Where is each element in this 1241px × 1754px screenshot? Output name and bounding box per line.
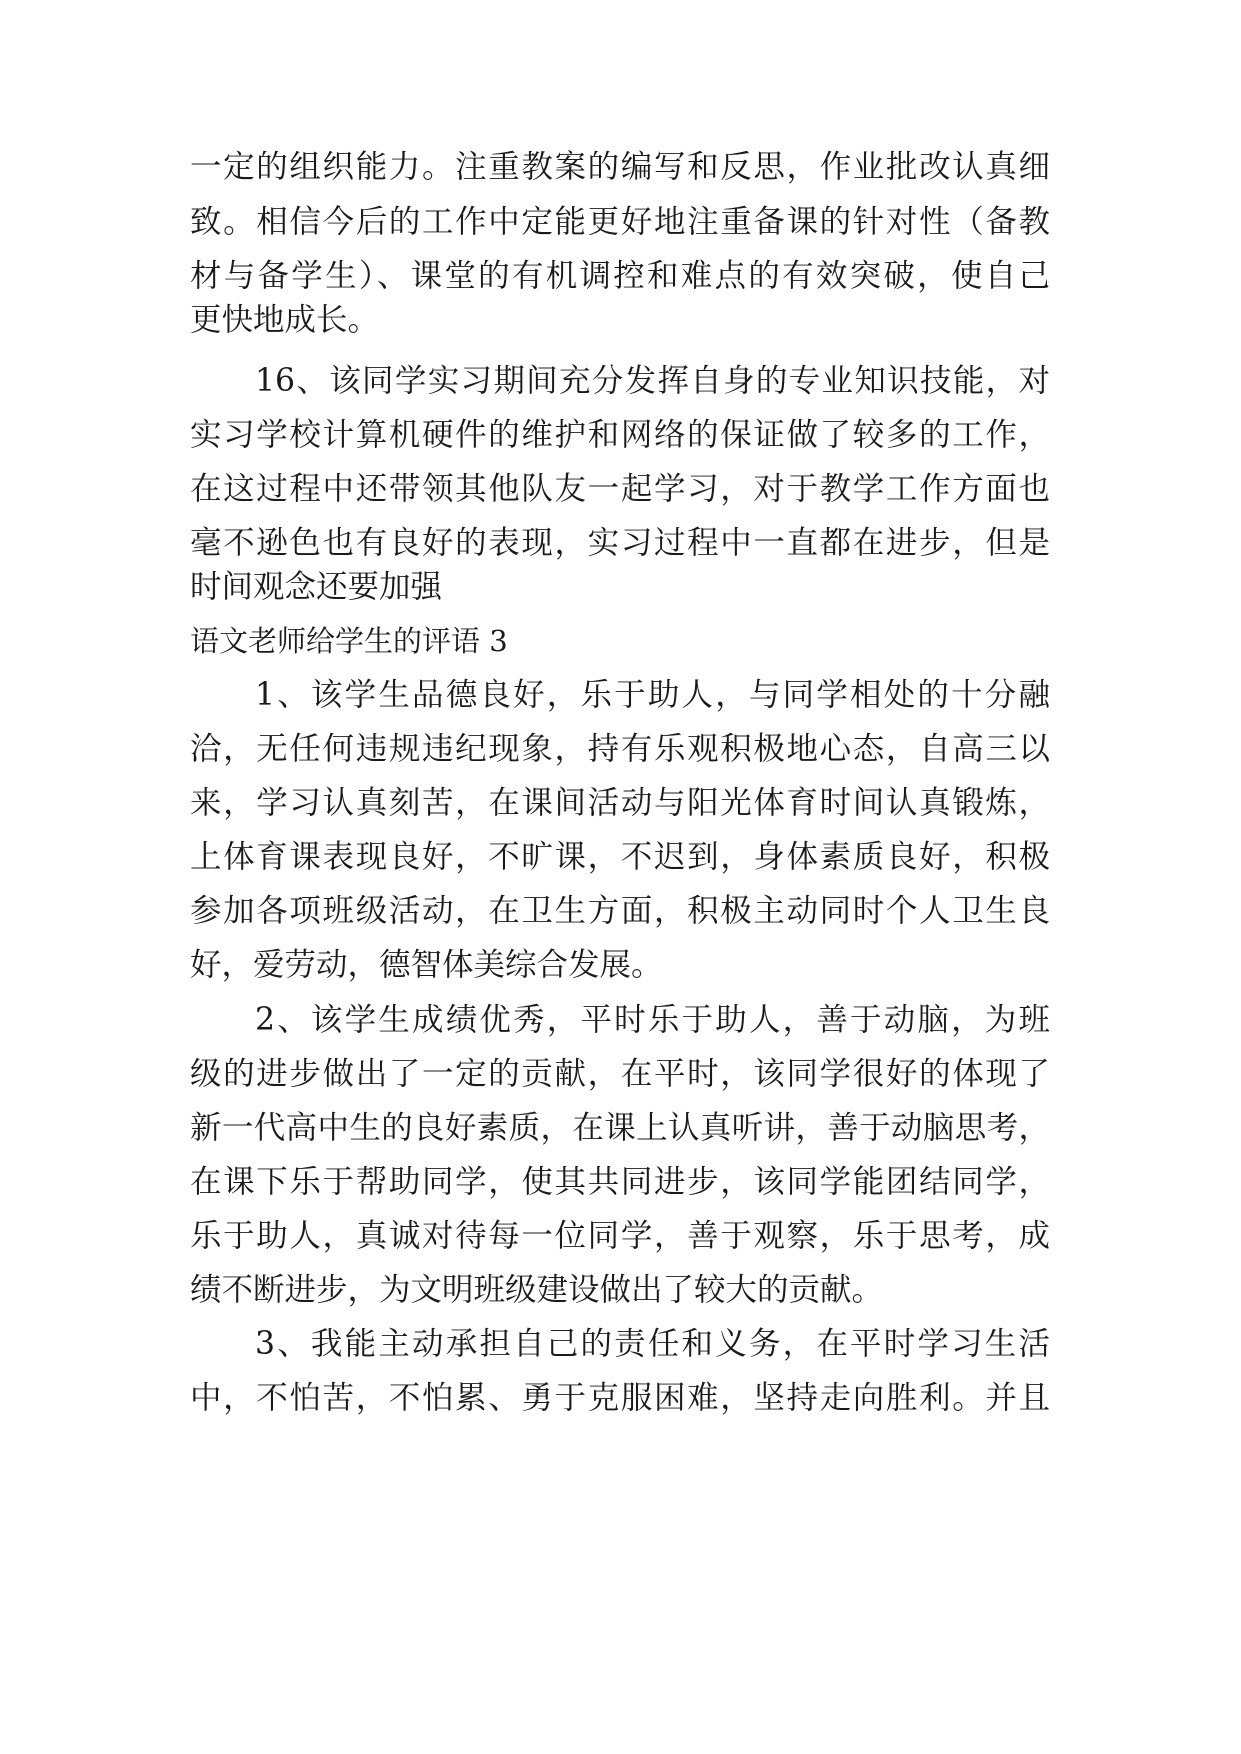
- section-heading: 语文老师给学生的评语 3: [190, 624, 508, 658]
- paragraph-first-line: 1、该学生品德良好，乐于助人，与同学相处的十分融: [255, 677, 1050, 713]
- text-line: 新一代高中生的良好素质，在课上认真听讲，善于动脑思考，: [190, 1110, 1050, 1146]
- text-line: 实习学校计算机硬件的维护和网络的保证做了较多的工作，: [190, 417, 1050, 453]
- text-line: 致。相信今后的工作中定能更好地注重备课的针对性（备教: [190, 204, 1050, 240]
- text-line: 洽，无任何违规违纪现象，持有乐观积极地心态，自高三以: [190, 731, 1050, 767]
- text-line: 好，爱劳动，德智体美综合发展。: [190, 947, 663, 983]
- paragraph-first-line: 2、该学生成绩优秀，平时乐于助人，善于动脑，为班: [255, 1002, 1050, 1038]
- text-line: 绩不断进步，为文明班级建设做出了较大的贡献。: [190, 1272, 884, 1308]
- text-line: 在课下乐于帮助同学，使其共同进步，该同学能团结同学，: [190, 1164, 1050, 1200]
- text-line: 毫不逊色也有良好的表现，实习过程中一直都在进步，但是: [190, 525, 1050, 561]
- text-line: 材与备学生）、课堂的有机调控和难点的有效突破，使自己: [190, 258, 1050, 294]
- text-line: 在这过程中还带领其他队友一起学习，对于教学工作方面也: [190, 471, 1050, 507]
- paragraph-first-line: 16、该同学实习期间充分发挥自身的专业知识技能，对: [255, 363, 1050, 399]
- text-line: 乐于助人，真诚对待每一位同学，善于观察，乐于思考，成: [190, 1218, 1050, 1254]
- text-line: 来，学习认真刻苦，在课间活动与阳光体育时间认真锻炼，: [190, 785, 1050, 821]
- text-line: 中，不怕苦，不怕累、勇于克服困难，坚持走向胜利。并且: [190, 1380, 1050, 1416]
- text-line: 时间观念还要加强: [190, 569, 443, 605]
- text-line: 级的进步做出了一定的贡献，在平时，该同学很好的体现了: [190, 1056, 1050, 1092]
- paragraph-first-line: 3、我能主动承担自己的责任和义务，在平时学习生活: [255, 1326, 1050, 1362]
- text-line: 上体育课表现良好，不旷课，不迟到，身体素质良好，积极: [190, 839, 1050, 875]
- text-line: 更快地成长。: [190, 302, 380, 338]
- text-line: 参加各项班级活动，在卫生方面，积极主动同时个人卫生良: [190, 893, 1050, 929]
- text-line: 一定的组织能力。注重教案的编写和反思，作业批改认真细: [190, 149, 1050, 185]
